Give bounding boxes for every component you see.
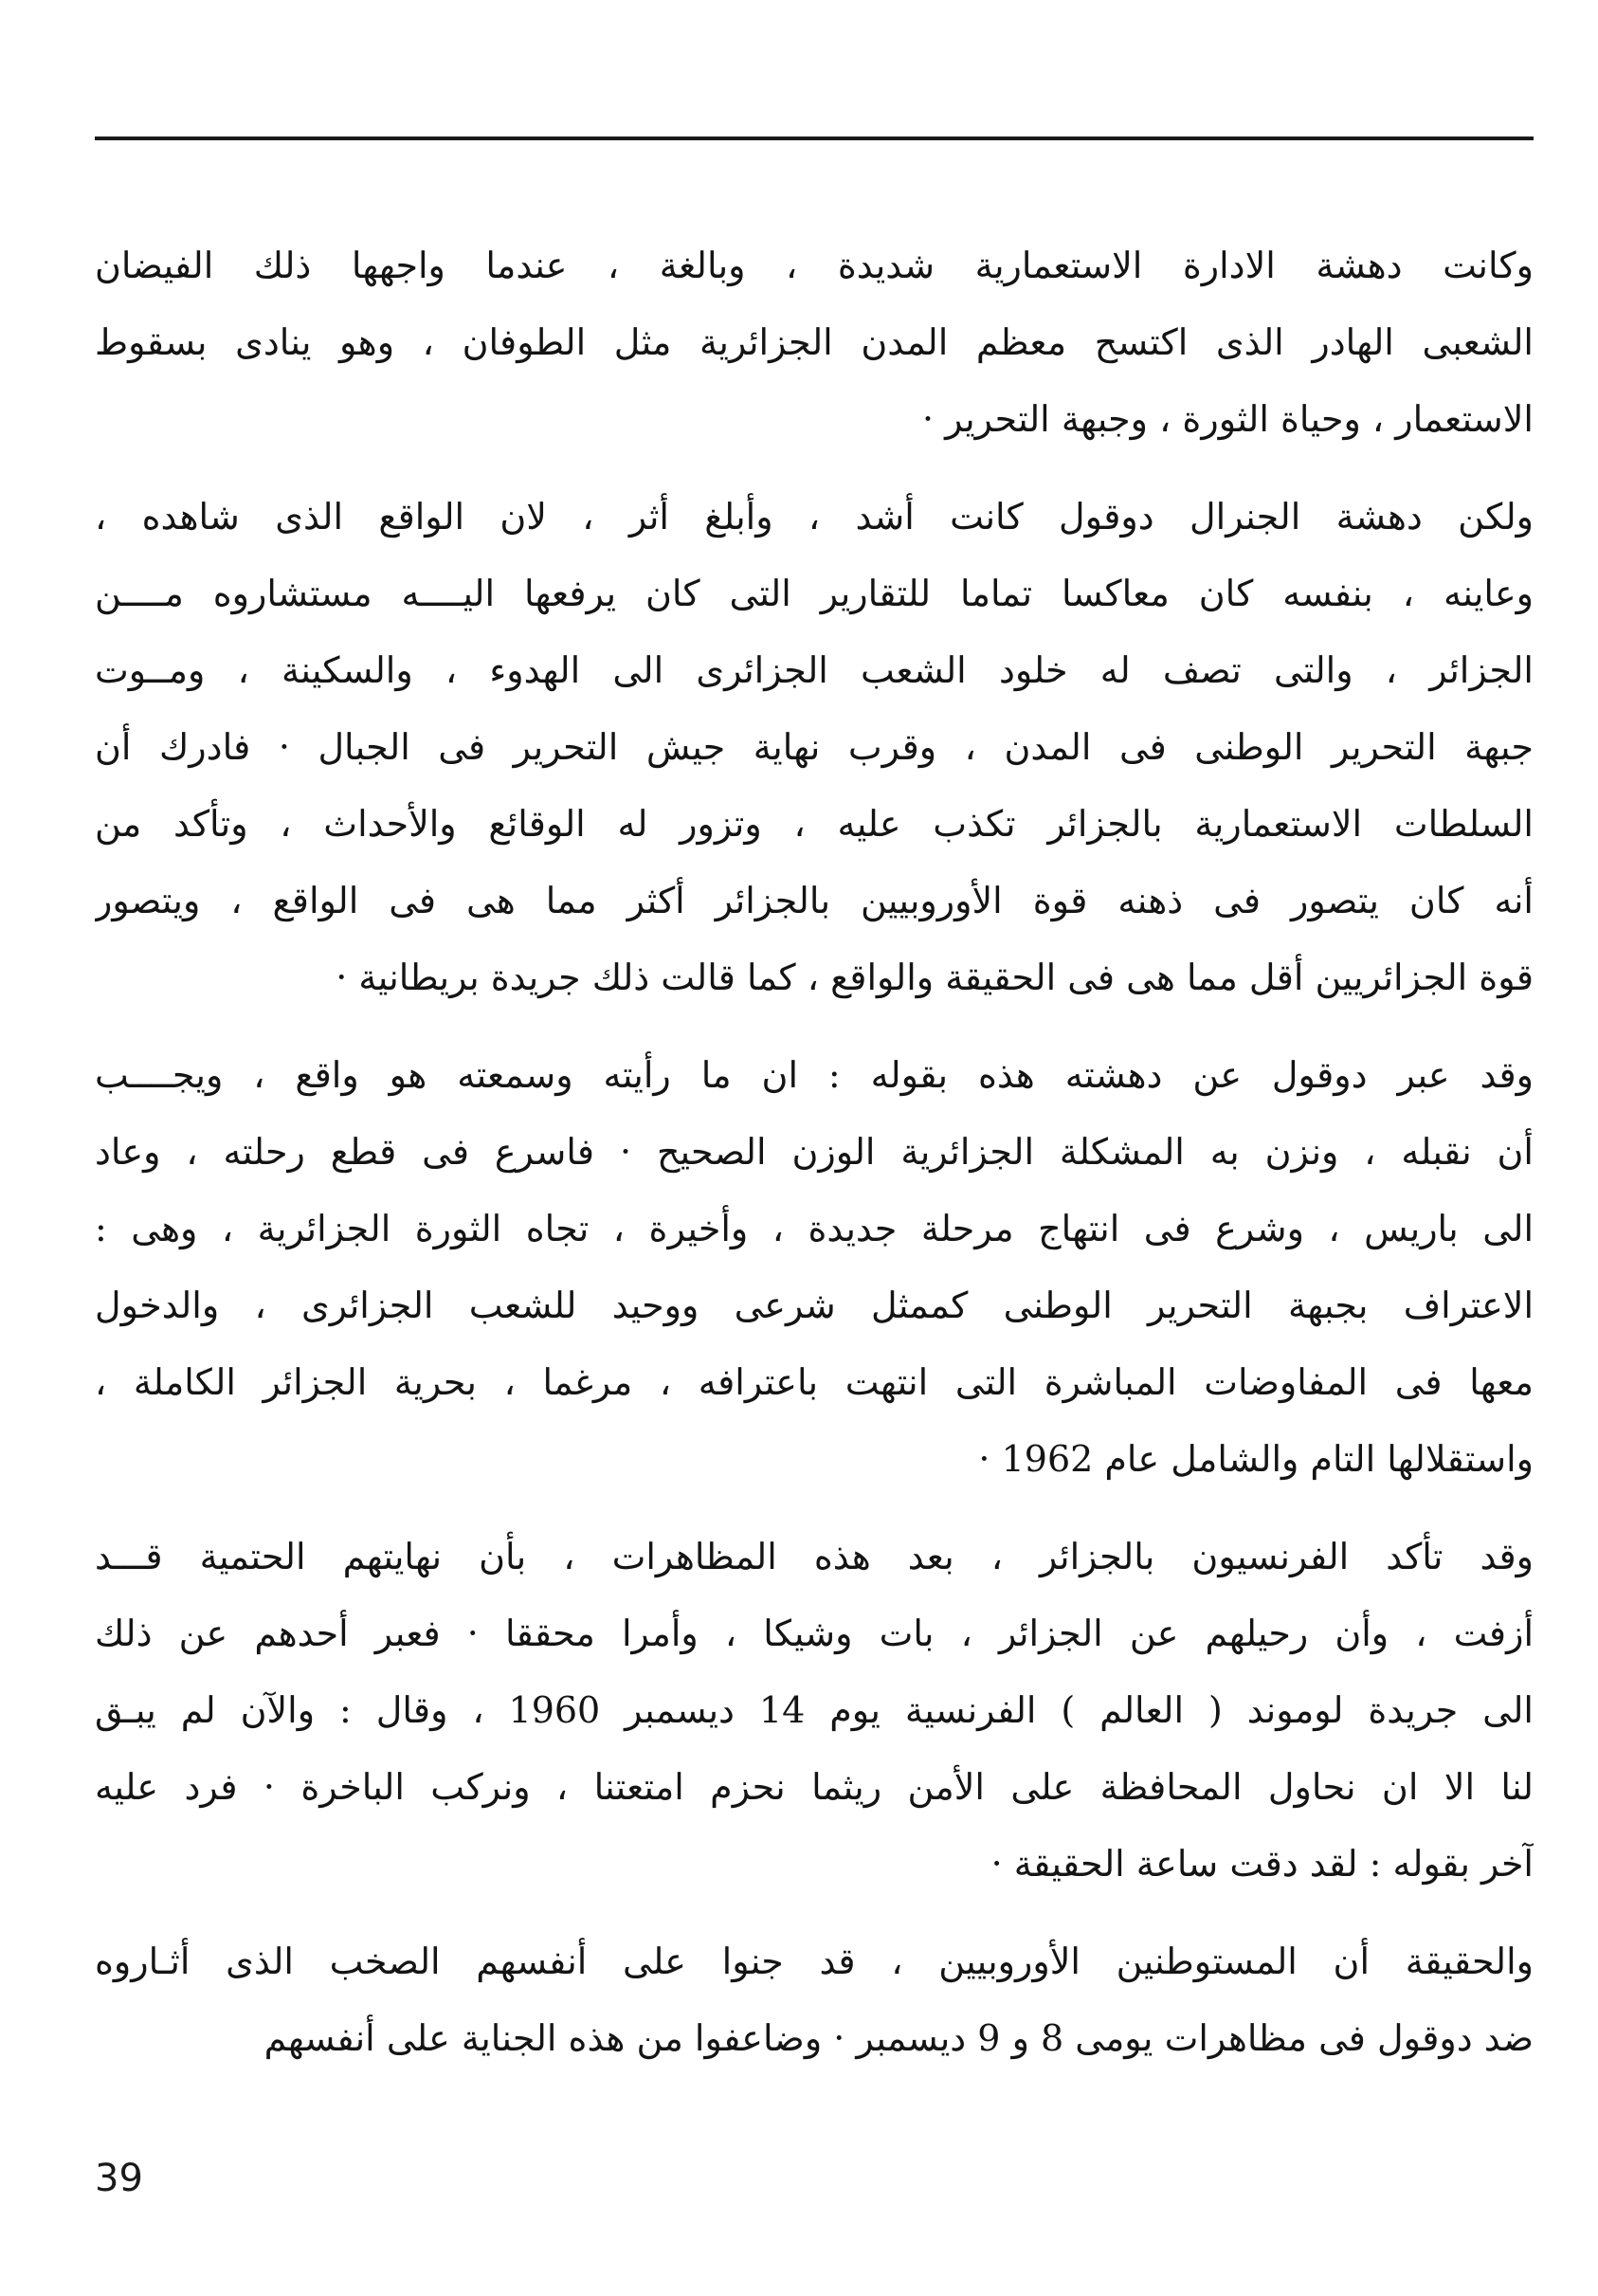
text-line: وقد تأكد الفرنسيون بالجزائر ، بعد هذه المظاهرات ، بأن نهايتهم الحتمية قـــد — [95, 1536, 1534, 1577]
paragraph — [95, 1923, 1534, 2077]
text-line: معها فى المفاوضات المباشرة التى انتهت باعترافه ، مرغما ، بحرية الجزائر الكاملة ، — [95, 1361, 1534, 1403]
paragraph — [95, 479, 1534, 1016]
text-line: ولكن دهشة الجنرال دوقول كانت أشد ، وأبلغ أثر ، لان الواقع الذى شاهده ، — [95, 496, 1534, 538]
text-line: قوة الجزائريين أقل مما هى فى الحقيقة والواقع ، كما قالت ذلك جريدة بريطانية · — [336, 957, 1534, 998]
text-line: السلطات الاستعمارية بالجزائر تكذب عليه ، وتزور له الوقائع والأحداث ، وتأكد من — [95, 803, 1534, 845]
text-line: واستقلالها التام والشامل عام 1962 · — [978, 1438, 1534, 1480]
text-line: أنه كان يتصور فى ذهنه قوة الأوروبيين بالجزائر أكثر مما هى فى الواقع ، ويتصور — [95, 880, 1534, 921]
text-line: آخر بقوله : لقد دقت ساعة الحقيقة · — [990, 1843, 1534, 1885]
page-number: 39 — [95, 2157, 143, 2200]
text-line: الى جريدة لوموند ( العالم ) الفرنسية يوم 14 ديسمبر 1960 ، وقال : والآن لم يبـق — [95, 1689, 1534, 1731]
text-line: الاستعمار ، وحياة الثورة ، وجبهة التحرير · — [921, 398, 1534, 440]
text-line: الى باريس ، وشرع فى انتهاج مرحلة جديدة ، وأخيرة ، تجاه الثورة الجزائرية ، وهى : — [95, 1208, 1534, 1249]
text-line: وعاينه ، بنفسه كان معاكسا تماما للتقارير التى كان يرفعها اليــــه مستشاروه مــــن — [95, 573, 1534, 614]
text-line: جبهة التحرير الوطنى فى المدن ، وقرب نهاية جيش التحرير فى الجبال · فادرك أن — [95, 726, 1534, 768]
text-line: وقد عبر دوقول عن دهشته هذه بقوله : ان ما رأيته وسمعته هو واقع ، ويجــــب — [95, 1054, 1534, 1096]
paragraph — [95, 1519, 1534, 1903]
text-line: وكانت دهشة الادارة الاستعمارية شديدة ، وبالغة ، عندما واجهها ذلك الفيضان — [95, 245, 1534, 286]
text-line: أزفت ، وأن رحيلهم عن الجزائر ، بات وشيكا ، وأمرا محققا · فعبر أحدهم عن ذلك — [95, 1613, 1534, 1654]
text-line: والحقيقة أن المستوطنين الأوروبيين ، قد جنوا على أنفسهم الصخب الذى أثـاروه — [95, 1941, 1534, 1982]
text-line: ضد دوقول فى مظاهرات يومى 8 و 9 ديسمبر · وضاعفوا من هذه الجناية على أنفسهم — [263, 2017, 1534, 2059]
text-line: لنا الا ان نحاول المحافظة على الأمن ريثما نحزم امتعتنا ، ونركب الباخرة · فرد عليه — [95, 1766, 1534, 1808]
text-line: الجزائر ، والتى تصف له خلود الشعب الجزائرى الى الهدوء ، والسكينة ، ومــوت — [95, 649, 1534, 691]
header-rule — [95, 137, 1534, 140]
body-text — [95, 228, 1534, 2098]
text-line: أن نقبله ، ونزن به المشكلة الجزائرية الوزن الصحيح · فاسرع فى قطع رحلته ، وعاد — [95, 1131, 1534, 1173]
paragraph — [95, 228, 1534, 458]
text-line: الاعتراف بجبهة التحرير الوطنى كممثل شرعى ووحيد للشعب الجزائرى ، والدخول — [95, 1285, 1534, 1326]
text-line: الشعبى الهادر الذى اكتسح معظم المدن الجزائرية مثل الطوفان ، وهو ينادى بسقوط — [95, 321, 1534, 363]
paragraph — [95, 1037, 1534, 1498]
